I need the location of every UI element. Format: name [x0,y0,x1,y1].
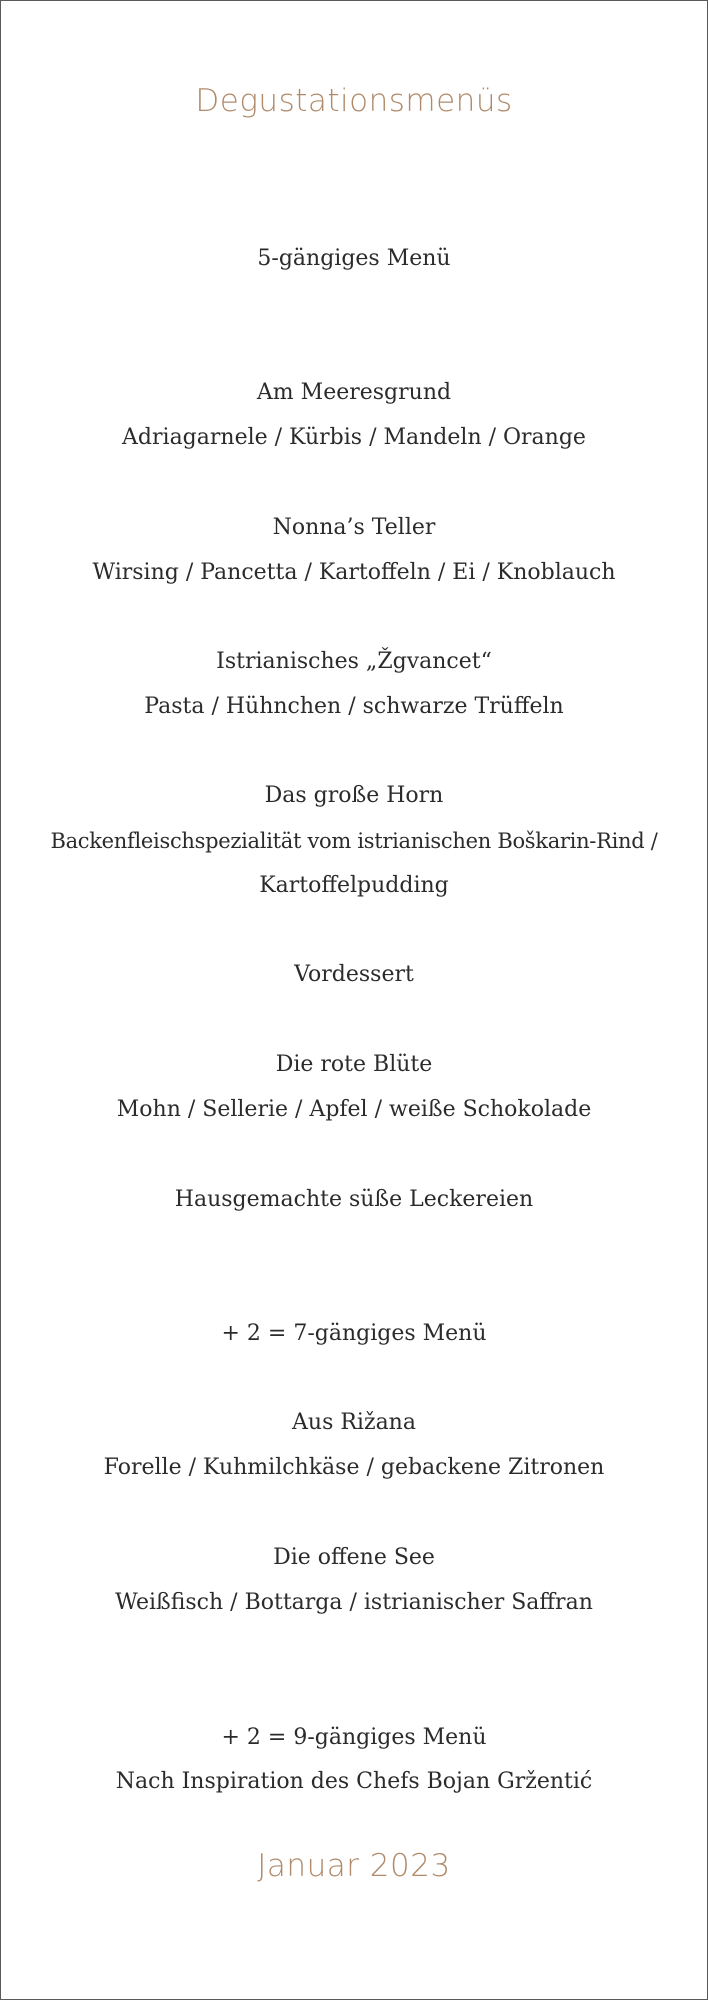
menu7-heading: + 2 = 7-gängiges Menü [221,1321,487,1346]
course-description: Forelle / Kuhmilchkäse / gebackene Zitronen [103,1455,605,1480]
course-description: Kartoffelpudding [259,873,449,898]
page-title: Degustationsmenüs [195,83,513,119]
course-name: Das große Horn [264,783,444,808]
date-footer: Januar 2023 [257,1848,451,1884]
course-description: Mohn / Sellerie / Apfel / weiße Schokolade [116,1097,592,1122]
course-description: Wirsing / Pancetta / Kartoffeln / Ei / Knoblauch [92,560,616,585]
course-name: Am Meeresgrund [256,380,452,405]
course-description: Pasta / Hühnchen / schwarze Trüffeln [144,694,564,719]
course-name: Die rote Blüte [275,1052,433,1077]
course-name: Vordessert [294,962,414,987]
course-description: Weißfisch / Bottarga / istrianischer Saffran [115,1590,593,1615]
course-name: Hausgemachte süße Leckereien [174,1187,534,1212]
course-name: Die offene See [273,1545,435,1570]
course-description: Adriagarnele / Kürbis / Mandeln / Orange [122,425,586,450]
course-description: Backenfleischspezialität vom istrianischen Boškarin-Rind / [50,829,658,853]
menu9-note: Nach Inspiration des Chefs Bojan Gržentić [115,1769,593,1794]
menu9-heading: + 2 = 9-gängiges Menü [221,1725,487,1750]
course-name: Istrianisches „Žgvancet“ [216,649,492,674]
course-name: Aus Rižana [292,1410,416,1435]
menu5-heading: 5-gängiges Menü [257,246,451,271]
course-name: Nonna’s Teller [272,515,436,540]
